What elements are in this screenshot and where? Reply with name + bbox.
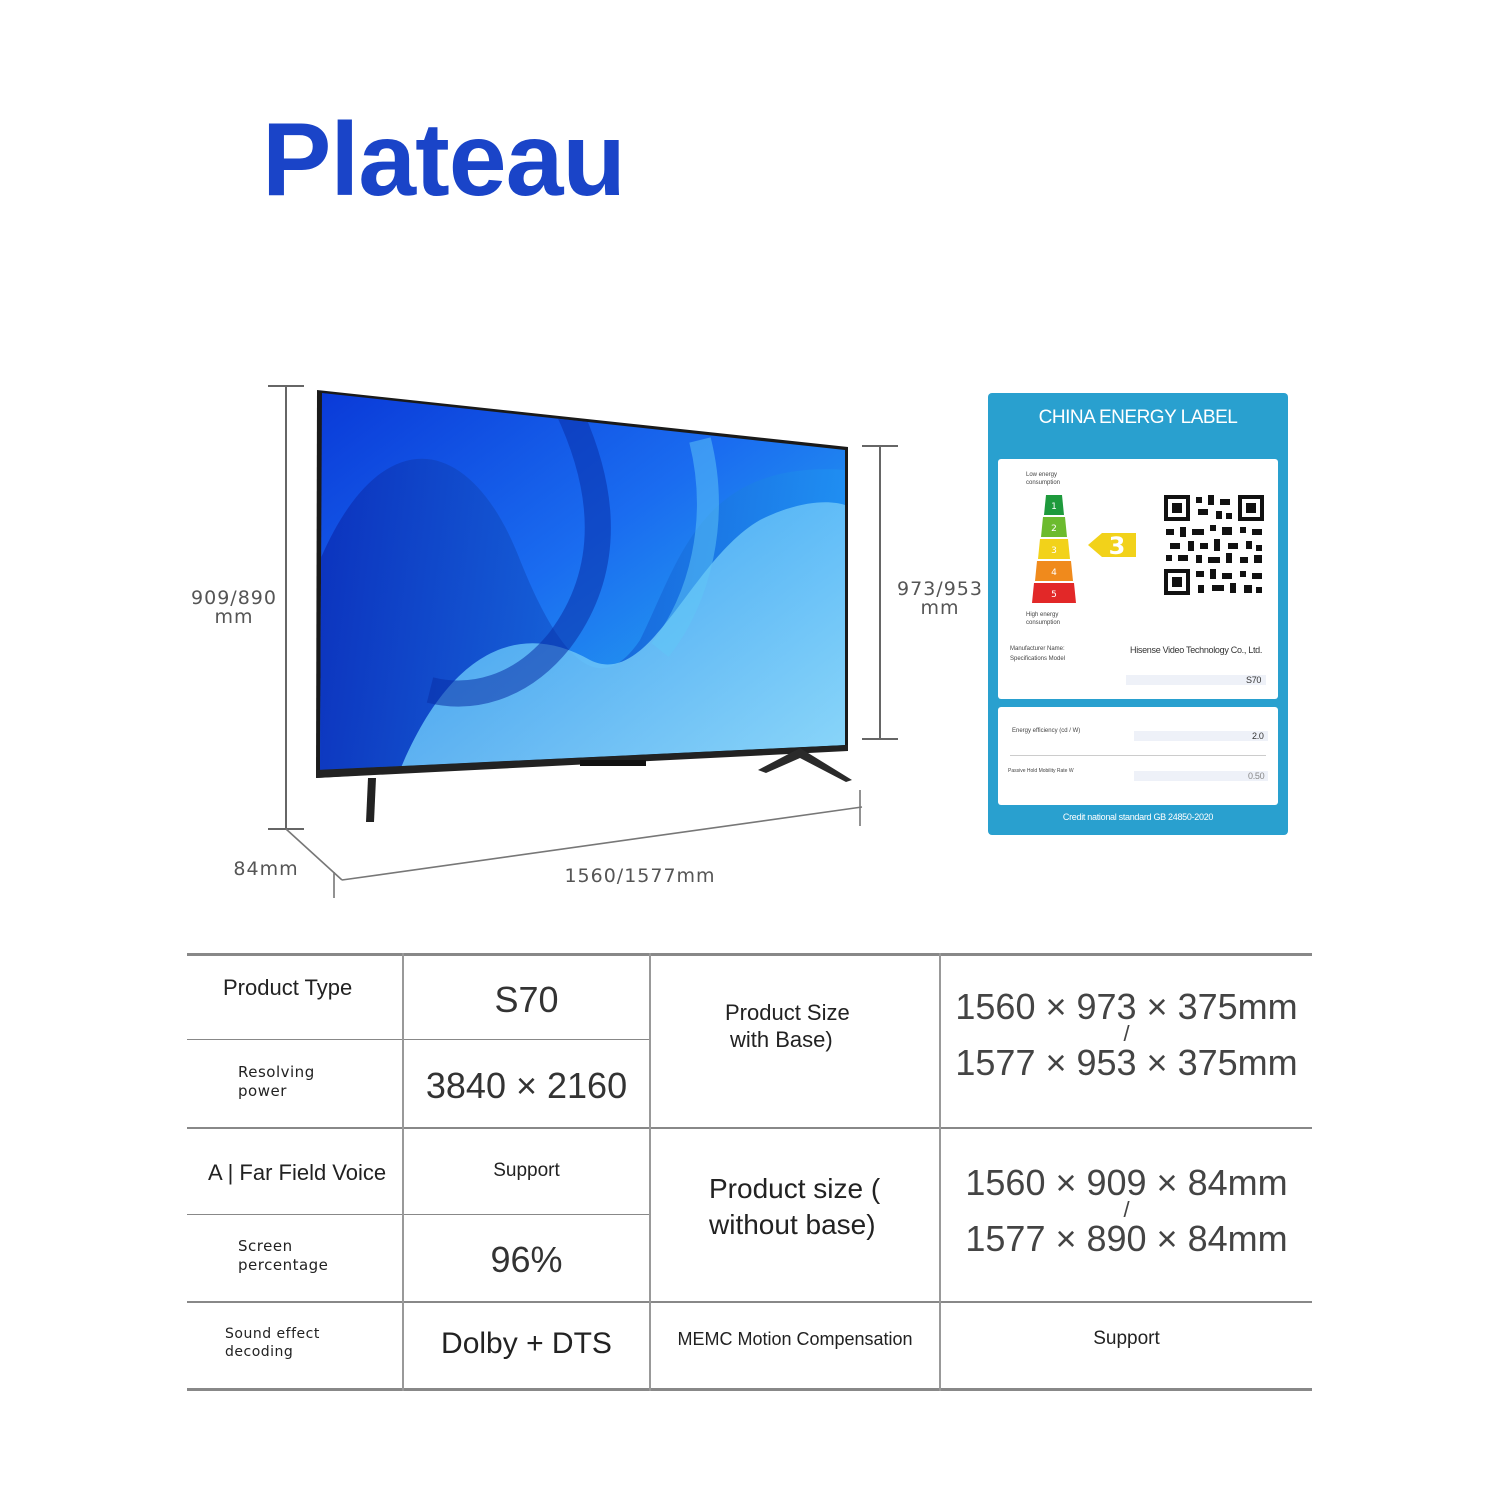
resolving-label: Resolving power (238, 1063, 315, 1100)
energy-label-title: CHINA ENERGY LABEL (1038, 407, 1238, 428)
far-field-voice-value: Support (493, 1160, 560, 1181)
size-with-base-label: Product Size with Base) (725, 1000, 850, 1052)
resolving-value: 3840 × 2160 (425, 1065, 628, 1106)
passive-value: 0.50 (1248, 771, 1265, 781)
memc-value: Support (1093, 1328, 1160, 1349)
height-left-label: 909/890 mm (191, 587, 277, 628)
grade-1: 1 (1051, 502, 1057, 512)
manufacturer-value: Hisense Video Technology Co., Ltd. (1130, 645, 1263, 655)
page-title: Plateau (262, 102, 625, 218)
screen-percentage-label: Screen percentage (238, 1237, 329, 1274)
tv-body (316, 390, 852, 822)
qr-code-icon (1162, 493, 1266, 597)
sound-decoding-value: Dolby + DTS (441, 1327, 612, 1360)
grade-2: 2 (1051, 524, 1057, 534)
size-with-base-value: 1560 × 973 × 375mm / 1577 × 953 × 375mm (955, 986, 1298, 1083)
size-without-base-label: Product size ( without base) (709, 1173, 881, 1240)
high-energy-text: High energy consumption (1026, 612, 1061, 626)
width-label: 1560/1577mm (564, 865, 716, 887)
size-without-base-value: 1560 × 909 × 84mm / 1577 × 890 × 84mm (965, 1162, 1288, 1259)
screen-percentage-value: 96% (490, 1239, 563, 1280)
grade-3-scale: 3 (1051, 546, 1057, 556)
passive-label: Passive Hold Mobility Rate W (1008, 768, 1074, 774)
energy-label-footer: Credit national standard GB 24850-2020 (1062, 812, 1214, 822)
spec-table (187, 953, 1312, 1391)
height-right-label: 973/953 mm (897, 578, 983, 619)
grade-5: 5 (1051, 590, 1057, 600)
efficiency-label: Energy efficiency (cd / W) (1012, 728, 1081, 734)
product-type-value: S70 (494, 979, 559, 1020)
efficiency-value: 2.0 (1252, 731, 1264, 741)
memc-label: MEMC Motion Compensation (677, 1329, 913, 1349)
energy-label-upper-panel (998, 459, 1278, 699)
model-label: Specifications Model (1010, 656, 1066, 662)
depth-label: 84mm (233, 858, 299, 880)
far-field-voice-label: A | Far Field Voice (208, 1160, 387, 1185)
energy-grade-scale (1014, 493, 1164, 613)
energy-label (988, 393, 1288, 835)
sound-decoding-label: Sound effect decoding (225, 1326, 320, 1360)
grade-4: 4 (1051, 568, 1057, 578)
product-type-label: Product Type (223, 975, 353, 1000)
low-energy-text: Low energy consumption (1026, 472, 1061, 486)
model-value: S70 (1246, 675, 1262, 685)
energy-label-lower-panel (998, 707, 1278, 805)
grade-indicator: 3 (1108, 532, 1126, 560)
manufacturer-label: Manufacturer Name: (1010, 646, 1065, 652)
